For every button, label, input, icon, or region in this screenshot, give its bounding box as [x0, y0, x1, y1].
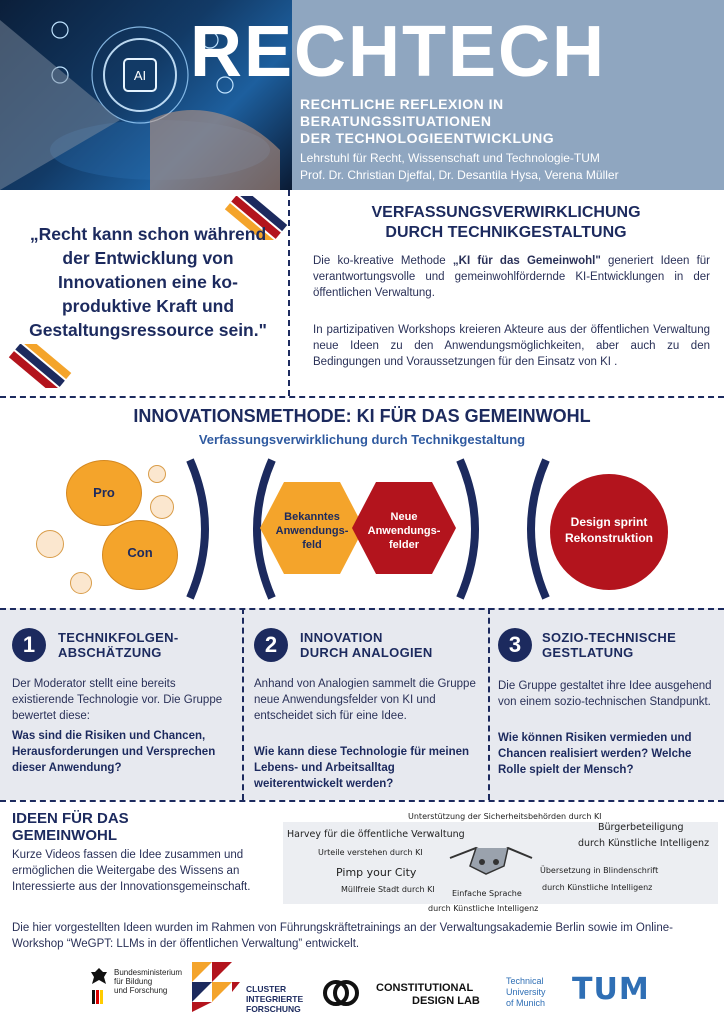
- subtitle-line: RECHTLICHE REFLEXION IN: [300, 96, 504, 112]
- verfassung-p1: [313, 253, 710, 301]
- divider: [288, 190, 290, 396]
- tu-logo: [506, 976, 546, 1009]
- closing-bracket: [184, 454, 224, 604]
- step-number: 2: [254, 628, 288, 662]
- stripes-decoration: [2, 344, 74, 388]
- title-line: VERFASSUNGSVERWIRKLICHUNG: [371, 204, 641, 221]
- ideas-text: Kurze Videos fassen die Idee zusammen und ermöglichen die Weitergabe des Wissens an Interessierte aus der Innovationsgemeinschaft.: [12, 849, 251, 893]
- cdl-logo-mark: [322, 974, 360, 1012]
- idea-note: Bürgerbeteiligung: [598, 822, 684, 833]
- logo-line: University: [506, 987, 546, 997]
- new-fields-label: Neue Anwendungs-felder: [367, 511, 441, 551]
- step-text: Anhand von Analogien sammelt die Gruppe neue Anwendungsfelder von KI und entscheidet sich für eine Idee.: [254, 678, 476, 722]
- eagle-icon: [90, 966, 108, 988]
- divider: [242, 608, 244, 800]
- idea-note: durch Künstliche Intelligenz: [428, 904, 539, 913]
- title-line: INNOVATION: [300, 630, 383, 645]
- step-text: Der Moderator stellt eine bereits existierende Technologie vor. Die Gruppe bewertet diese:: [12, 678, 223, 722]
- step-title: [300, 630, 480, 660]
- logo-line: Bundesministerium: [114, 968, 183, 977]
- verfassung-title: [300, 203, 712, 243]
- logo-line: of Munich: [506, 998, 546, 1008]
- authors: Prof. Dr. Christian Djeffal, Dr. Desantila Hysa, Verena Müller: [300, 168, 619, 182]
- step-number: 3: [498, 628, 532, 662]
- bubble: [150, 495, 174, 519]
- method-subtitle: Verfassungsverwirklichung durch Technikgestaltung: [198, 432, 526, 447]
- step-question: Wie können Risiken vermieden und Chancen realisiert werden? Welche Rolle spielt der Mensch?: [498, 732, 692, 776]
- divider: [0, 608, 724, 610]
- opening-bracket: [512, 454, 552, 604]
- verfassung-p2: In partizipativen Workshops kreieren Akteure aus der öffentlichen Verwaltung neue Ideen zu den Anwendungsmöglichkeiten, aber auch zu den Bedingungen und Voraussetzungen für den Einsatz von KI .: [313, 324, 710, 368]
- subtitle-line: BERATUNGSSITUATIONEN: [300, 113, 492, 129]
- poster-meta: [300, 150, 720, 184]
- step-number: 1: [12, 628, 46, 662]
- step-title: [58, 630, 238, 660]
- logo-line: Technical: [506, 976, 544, 986]
- logo-line: INTEGRIERTE: [246, 994, 304, 1004]
- text-span: Die ko-kreative Methode: [313, 255, 453, 267]
- poster-subtitle: [300, 96, 715, 147]
- tum-logo: TUM: [572, 972, 650, 1007]
- cluster-logo: [246, 984, 303, 1014]
- ideas-footer: Die hier vorgestellten Ideen wurden im Rahmen von Führungskräftetrainings an der Verwaltungsakademie Berlin sowie im Online-Workshop “WeGPT: LLMs in der öffentlichen Verwaltung” entwickelt.: [12, 922, 673, 950]
- closing-bracket: [454, 454, 494, 604]
- idea-note: Unterstützung der Sicherheitsbehörden durch KI: [408, 812, 602, 821]
- logo-line: und Forschung: [114, 986, 168, 995]
- method-name: „KI für das Gemeinwohl": [452, 255, 601, 267]
- idea-note: Übersetzung in Blindenschrift: [540, 866, 659, 875]
- cdl-logo: [376, 982, 480, 1008]
- title-line: IDEEN FÜR DAS: [12, 810, 129, 827]
- method-title: INNOVATIONSMETHODE: KI FÜR DAS GEMEINWOHL: [133, 406, 591, 426]
- divider: [488, 608, 490, 800]
- bubble: [36, 530, 64, 558]
- pro-label: Pro: [93, 485, 115, 500]
- title-line: ABSCHÄTZUNG: [58, 645, 162, 660]
- idea-note: Urteile verstehen durch KI: [318, 848, 423, 857]
- handshake-icon: [446, 832, 536, 882]
- title-line: GEMEINWOHL: [12, 827, 117, 844]
- known-field-label: Bekanntes Anwendungs-feld: [275, 511, 349, 551]
- title-line: GESTLATUNG: [542, 645, 634, 660]
- cluster-logo-mark: [192, 962, 240, 1012]
- quote: „Recht kann schon während der Entwicklung von Innovationen eine ko-produktive Kraft und Gestaltungsressource sein.": [29, 224, 267, 340]
- logo-line: CLUSTER: [246, 984, 287, 994]
- poster-title: RECHTECH: [190, 12, 607, 92]
- logo-line: FORSCHUNG: [246, 1004, 301, 1014]
- idea-note: Pimp your City: [336, 866, 417, 879]
- flag-icon: [92, 990, 106, 1004]
- idea-note: durch Künstliche Intelligenz: [542, 883, 653, 892]
- divider: [0, 396, 724, 398]
- text-span: generiert Ideen für verantwortungsvolle und gemeinwohlfördernde KI-Entwicklungen in der öffentlichen Verwaltung.: [313, 255, 711, 299]
- title-line: DURCH ANALOGIEN: [300, 645, 433, 660]
- logo-line: DESIGN LAB: [412, 995, 480, 1007]
- step-question: Was sind die Risiken und Chancen, Herausforderungen und Versprechen dieser Anwendung?: [12, 730, 216, 774]
- step-question: Wie kann diese Technologie für meinen Lebens- und Arbeitsalltag weiterentwickelt werden?: [254, 746, 470, 790]
- step-title: [542, 630, 722, 660]
- title-line: SOZIO-TECHNISCHE: [542, 630, 677, 645]
- bmbf-logo: [114, 968, 182, 995]
- idea-note: Einfache Sprache: [452, 889, 522, 898]
- ideas-title: [12, 810, 129, 844]
- idea-note: Harvey für die öffentliche Verwaltung: [287, 829, 465, 840]
- step-text: Die Gruppe gestaltet ihre Idee ausgehend von einem sozio-technischen Standpunkt.: [498, 680, 712, 708]
- design-label: Design sprint Rekonstruktion: [564, 515, 653, 545]
- logo-line: CONSTITUTIONAL: [376, 982, 474, 994]
- divider: [0, 800, 724, 802]
- title-line: DURCH TECHNIKGESTALTUNG: [385, 224, 627, 241]
- idea-note: durch Künstliche Intelligenz: [578, 838, 710, 849]
- chip-label: AI: [133, 68, 147, 83]
- subtitle-line: DER TECHNOLOGIEENTWICKLUNG: [300, 130, 555, 146]
- institution: Lehrstuhl für Recht, Wissenschaft und Technologie-TUM: [300, 151, 600, 165]
- bubble: [148, 465, 166, 483]
- logo-line: für Bildung: [114, 977, 153, 986]
- bubble: [70, 572, 92, 594]
- con-label: Con: [127, 545, 153, 560]
- idea-note: Müllfreie Stadt durch KI: [341, 885, 435, 894]
- title-line: TECHNIKFOLGEN-: [58, 630, 179, 645]
